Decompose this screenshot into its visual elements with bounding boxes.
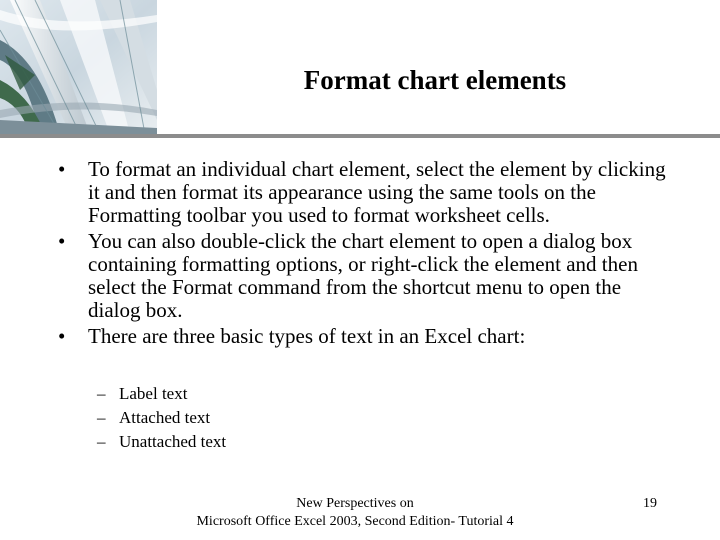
bullet-text: To format an individual chart element, select the element by clicking it and then format its appearance using the same tools on the Formatting toolbar you used to format worksheet cells. [88, 157, 666, 227]
bullet-item [0, 325, 668, 348]
slide-title: Format chart elements [303, 65, 567, 95]
sub-bullet-item [0, 406, 720, 430]
page-number: 19 [643, 496, 657, 511]
header-architecture-image [0, 0, 157, 134]
sub-bullet-text: Unattached text [119, 432, 227, 451]
footer-line-2: Microsoft Office Excel 2003, Second Edition- Tutorial 4 [196, 514, 514, 529]
sub-bullet-item [0, 430, 720, 454]
title-divider [0, 134, 720, 138]
footer [190, 495, 520, 531]
sub-bullet-text: Attached text [119, 408, 211, 427]
bullet-marker: • [58, 324, 66, 348]
sub-bullet-marker: – [97, 432, 106, 451]
sub-bullet-text: Label text [119, 384, 188, 403]
sub-bullet-marker: – [97, 408, 106, 427]
bullet-marker: • [58, 157, 66, 181]
sub-bullet-item [0, 382, 720, 406]
footer-line-1: New Perspectives on [296, 496, 414, 511]
sub-bullet-list [0, 382, 720, 454]
bullet-list [0, 158, 720, 351]
bullet-marker: • [58, 229, 66, 253]
bullet-text: You can also double-click the chart element to open a dialog box containing formatting options, or right-click the element and then select the Format command from the shortcut menu to open the dialog box. [88, 229, 638, 322]
bullet-item [0, 230, 668, 322]
bullet-item [0, 158, 668, 227]
bullet-text: There are three basic types of text in an Excel chart: [88, 324, 526, 348]
sub-bullet-marker: – [97, 384, 106, 403]
